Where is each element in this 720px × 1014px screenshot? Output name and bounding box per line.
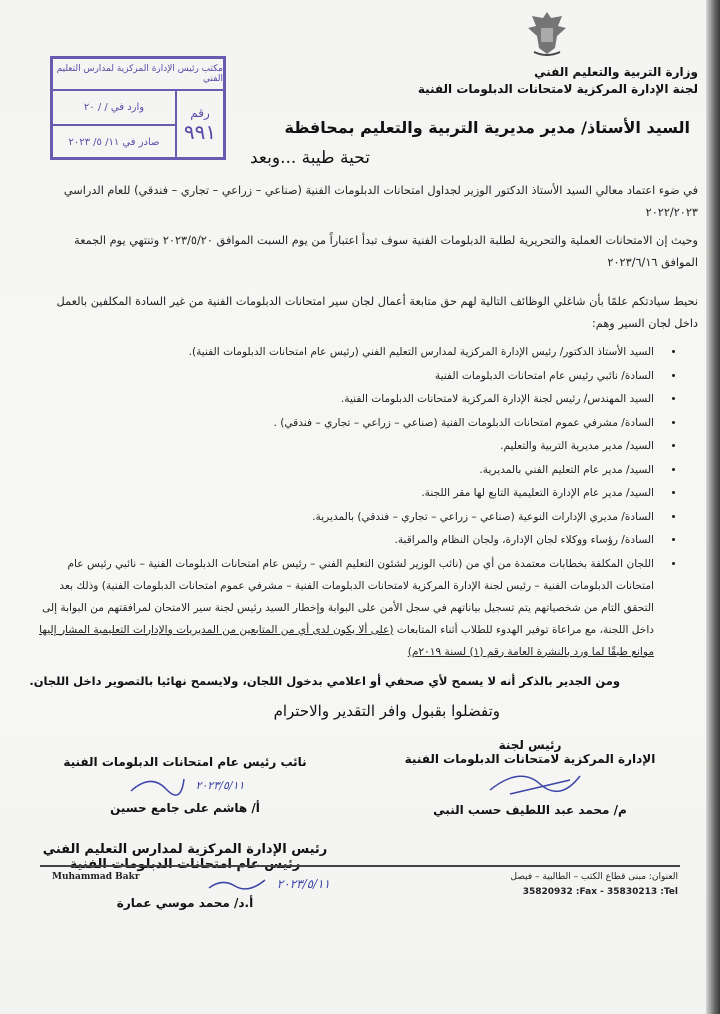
eagle-emblem-icon — [522, 8, 572, 58]
signature-deputy — [40, 755, 330, 815]
greeting: تحية طيبة ...وبعد — [250, 148, 370, 168]
handwritten-date: ٢٠٢٣/٥/١١ — [195, 778, 245, 792]
list-item: • السيد/ مدير عام الإدارة التعليمية التابع لها مقر اللجنة. — [36, 482, 662, 506]
page-edge-shadow — [706, 0, 720, 1014]
footer-phones: 35820932 :Fax - 35830213 :Tel — [522, 887, 678, 897]
stamp-number: ٩٩١ — [183, 120, 217, 144]
signatory-name: م/ محمد عبد اللطيف حسب النبي — [433, 803, 627, 817]
list-item: • السيد المهندس/ رئيس لجنة الإدارة المركزية لامتحانات الدبلومات الفنية. — [36, 388, 662, 412]
footer-divider — [40, 865, 680, 867]
addressee-title: السيد الأستاذ/ مدير مديرية التربية والتعليم بمحافظة — [284, 118, 690, 137]
handwritten-signature — [470, 766, 590, 800]
last-bullet-underlined: (على ألا يكون لدى أي من المتابعين من المديريات والإدارات التعليمية المشار إليها موانع طبقًا لما ورد بالنشرة العامة رقم (١) لسنة ٢٠١٩م) — [39, 623, 654, 658]
signatory-title: رئيس الإدارة المركزية لمدارس التعليم الفني — [42, 842, 328, 857]
press-note: ومن الجدير بالذكر أنه لا يسمح لأي صحفي أو اعلامي بدخول اللجان، ولايسمح نهائيا بالتصوير داخل اللجان. — [29, 674, 620, 688]
authorized-list — [36, 341, 680, 663]
handwritten-date: ٢٠٢٣/٥/١١ — [276, 877, 330, 891]
list-item: • السادة/ مشرفي عموم امتحانات الدبلومات الفنية (صناعي – زراعي – تجاري – فندقي) . — [36, 412, 662, 436]
footer-address: العنوان: مبنى قطاع الكتب – الطالبية – فيصل — [510, 872, 678, 882]
stamp-office: مكتب رئيس الإدارة المركزية لمدارس التعليم الفني — [53, 59, 223, 91]
paragraph-3: نحيط سيادتكم علمًا بأن شاغلي الوظائف التالية لهم حق متابعة أعمال لجان سير امتحانات الدبلومات الفنية من غير السادة المكلفين بالعمل داخل لجان السير وهم: — [56, 295, 698, 330]
list-item: • السادة/ مديري الإدارات النوعية (صناعي – زراعي – تجاري – فندقي) بالمديرية. — [36, 506, 662, 530]
last-bullet-text: اللجان المكلفة بخطابات معتمدة من أي من (نائب الوزير لشئون التعليم الفني – رئيس عام امتحانات الدبلومات الفنية – نائبي رئيس عام امتحانات الدبلومات الفنية – رئيس لجنة الإدارة المركزية لامتحانات الدبلومات الفنية – مشرفي عموم امتحانات الدبلومات الفنية) وذلك بعد التحقق التام من شخصياتهم يتم تسجيل بياناتهم في سجل الأمن على البوابة وإخطار السيد رئيس لجنة سير الامتحان لمرافقتهم من البوابة إلى داخل اللجنة، مع مراعاة توفير الهدوء للطلاب أثناء المتابعات — [42, 557, 654, 636]
stamp-incoming: وارد في / / ٢٠ — [53, 91, 175, 126]
signatory-title: رئيس لجنة — [498, 738, 562, 752]
letterhead — [418, 64, 698, 98]
list-item: • السيد/ مدير عام التعليم الفني بالمديرية. — [36, 459, 662, 483]
handwritten-signature — [126, 771, 186, 799]
signatory-title: الإدارة المركزية لامتحانات الدبلومات الفنية — [404, 752, 656, 766]
signatory-name: أ/ هاشم على جامع حسين — [110, 801, 260, 815]
signature-committee-head — [380, 738, 680, 817]
footer-author: Muhammad Bakr — [52, 872, 140, 882]
stamp-outgoing: صادر في ١١/ ٥/ ٢٠٢٣ — [68, 137, 160, 148]
list-item: • السيد الأستاذ الدكتور/ رئيس الإدارة المركزية لمدارس التعليم الفني (رئيس عام امتحانات الدبلومات الفنية). — [36, 341, 662, 365]
list-item: • السادة/ رؤساء ووكلاء لجان الإدارة، ولجان النظام والمراقبة. — [36, 529, 662, 553]
paragraph-1: في ضوء اعتماد معالي السيد الأستاذ الدكتور الوزير لجداول امتحانات الدبلومات الفنية (صناعي – زراعي – تجاري – فندقي) للعام الدراسي ٢٠٢٢/٢٠٢٣ — [63, 184, 698, 219]
paragraph-2: وحيث إن الامتحانات العملية والتحريرية لطلبة الدبلومات الفنية سوف تبدأ اعتباراً من يوم السبت الموافق ٢٠٢٣/٥/٢٠ وتنتهي يوم الجمعة الموافق ٢٠٢٣/٦/١٦ — [74, 234, 698, 269]
list-item: • السادة/ نائبي رئيس عام امتحانات الدبلومات الفنية — [36, 365, 662, 389]
signatory-title: نائب رئيس عام امتحانات الدبلومات الفنية — [63, 755, 307, 769]
registry-stamp — [50, 56, 226, 160]
list-item — [36, 553, 662, 663]
ministry-name: وزارة التربية والتعليم الفني — [534, 65, 698, 79]
handwritten-signature — [207, 874, 267, 894]
signatory-name: أ.د/ محمد موسي عمارة — [116, 896, 254, 910]
closing-line: وتفضلوا بقبول وافر التقدير والاحترام — [273, 702, 500, 720]
committee-name: لجنة الإدارة المركزية لامتحانات الدبلومات الفنية — [417, 82, 698, 96]
list-item: • السيد/ مدير مديرية التربية والتعليم. — [36, 435, 662, 459]
stamp-number-label: رقم — [190, 106, 210, 120]
